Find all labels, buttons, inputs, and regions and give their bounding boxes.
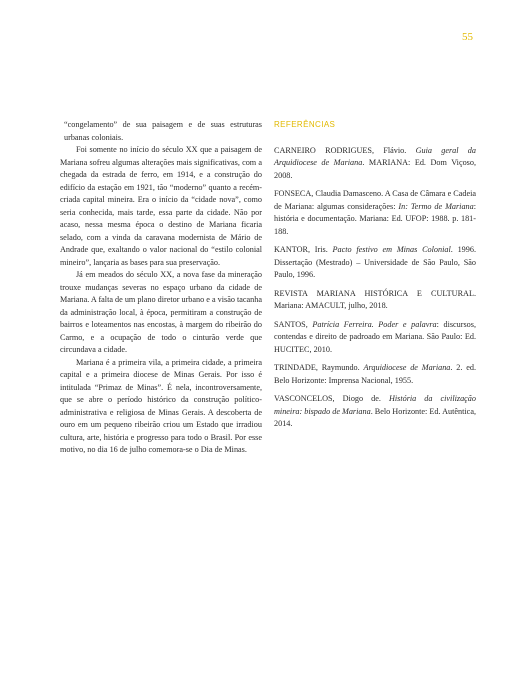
reference-title: In: Termo de Mariana [398,201,474,211]
reference-text: : história e documentação. Mariana: Ed. UFOP: 1988. p. 181-188. [274,201,477,236]
reference-title: Patrícia Ferreira. Poder e palavra [312,319,437,329]
reference-item [274,319,476,357]
reference-text: SANTOS, [274,319,313,329]
reference-text: . Belo Horizonte: Ed. Autêntica, 2014. [274,406,476,428]
reference-text: TRINDADE, Raymundo. [274,363,364,372]
references-column [274,119,476,437]
reference-text: REVISTA MARIANA HISTÓRICA E CULTURAL. Mariana: AMACULT, julho, 2018. [274,288,476,310]
reference-text: : discursos, contendas e direito de padroado em Mariana. São Paulo: Ed. HUCITEC, 2010. [274,319,476,354]
body-text-column [60,119,262,457]
reference-item [274,362,476,387]
reference-item [274,244,476,282]
reference-item [274,288,476,313]
reference-text: CARNEIRO RODRIGUES, Flávio. [274,145,416,155]
reference-text: FONSECA, Claudia Damasceno. A Casa de Câmara e Cadeia de Mariana: algumas considerações: [274,189,476,211]
reference-item [274,393,476,431]
body-paragraph: Já em meados do século XX, a nova fase da mineração trouxe mudanças severas no espaço urbano da cidade de Mariana. A falta de um plano diretor urbano e a visão tacanha da administração local, à época, permitiram a construção de bairros e loteamentos nas encostas, à margem do ribeirão do Carmo, e a ocupação de todo o cinturão verde que circundava a cidade. [60,270,262,354]
reference-title: Pacto festivo em Minas Colonial [332,245,451,254]
reference-text: . 1996. Dissertação (Mestrado) – Universidade de São Paulo, São Paulo, 1996. [274,245,476,279]
reference-text: VASCONCELOS, Diogo de. [274,394,389,403]
reference-title: História da civilização mineira: bispado de Mariana [274,394,476,416]
body-paragraph: “congelamento” de sua paisagem e de suas estruturas urbanas coloniais. [64,120,262,142]
body-paragraph: Mariana é a primeira vila, a primeira cidade, a primeira capital e a primeira diocese de Minas Gerais. Por isso é intitulada “Primaz de Minas”. É nela, incontroversamente, que se abre o período histórico da construção político-administrativa e religiosa de Minas Gerais. A descoberta de ouro em um pequeno ribeirão criou um Estado que irradiou cultura, arte, história e progresso para todo o Brasil. Por esse motivo, no dia 16 de julho comemora-se o Dia de Minas. [60,357,262,454]
page-number: 55 [462,31,473,43]
reference-text: . MARIANA: Ed. Dom Viçoso, 2008. [274,158,477,180]
reference-item [274,145,476,183]
body-paragraph: Foi somente no início do século XX que a paisagem de Mariana sofreu algumas alterações mais significativas, com a chegada da estrada de ferro, em 1914, e a construção do edifício da estação em 1921, tão “moderno” quanto a recém-criada capital mineira. Era o início da “cidade nova”, como seria conhecida, mais tarde, essa parte da cidade. Não por acaso, nessa mesma época o destino de Mariana ficaria selado, com a vinda da caravana modernista de Mário de Andrade que, exaltando o valor nacional do “estilo colonial mineiro”, lançaria as bases para sua preservação. [60,145,262,267]
reference-item [274,188,476,238]
reference-title: Guia geral da Arquidiocese de Mariana [274,145,476,167]
reference-text: . 2. ed. Belo Horizonte: Imprensa Nacional, 1955. [274,363,476,385]
reference-title: Arquidiocese de Mariana [363,363,451,372]
references-heading: REFERÊNCIAS [274,120,336,129]
reference-text: KANTOR, Iris. [274,245,333,254]
